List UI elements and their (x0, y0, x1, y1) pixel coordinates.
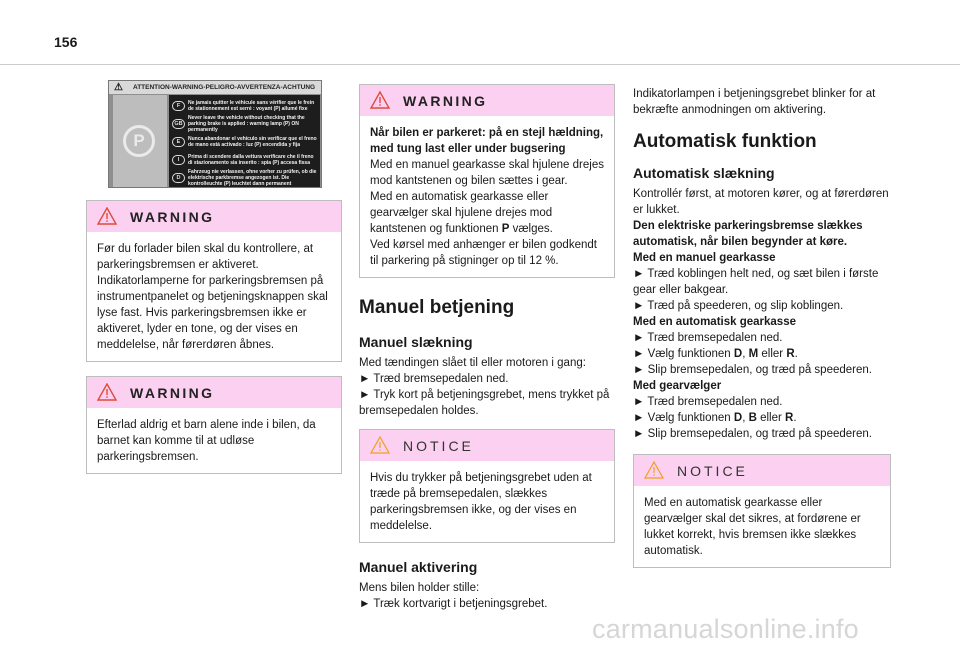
text-run: , (742, 412, 749, 424)
warning-triangle-icon (97, 383, 117, 401)
text-run: ► Vælg funktionen (633, 348, 734, 360)
notice-title: NOTICE (403, 438, 474, 454)
warning-box-header (87, 201, 341, 232)
column-1 (86, 80, 342, 474)
lang-badge: D (172, 173, 185, 183)
warning-box (86, 200, 342, 362)
lang-badge: F (172, 101, 185, 111)
bullet-item: ► Træd bremsepedalen ned. (359, 373, 509, 385)
mode-letter: B (748, 412, 757, 424)
text-run: eller (758, 348, 787, 360)
warning-paragraph: Ved kørsel med anhænger er bilen godkendt til parkering på stigninger op til 12 %. (370, 239, 597, 267)
lang-badge: E (172, 137, 185, 147)
lang-badge: I (172, 155, 185, 165)
paragraph: Kontrollér først, at motoren kører, og at førerdøren er lukket. (633, 188, 889, 216)
bullet-item: ► Træk kortvarigt i betjeningsgrebet. (359, 598, 548, 610)
text-run: vælges. (509, 223, 553, 235)
label-symbol-panel (113, 95, 167, 187)
label-line-text: Nunca abandonar el vehículo sin verificar que el freno de mano está activado : luz (P) encendida y fija (188, 136, 317, 148)
label-line (172, 169, 317, 187)
label-text-panel (169, 95, 320, 187)
label-line-text: Ne jamais quitter le véhicule sans vérifier que le frein de stationnement est serré : voyant (P) allumé fixe (188, 100, 315, 112)
page-number: 156 (54, 34, 78, 50)
label-line-text: Prima di scendere dalla vettura verificare che il freno di stazionamento sia inserito : spia (P) accesa fissa (188, 154, 314, 166)
text-run: . (793, 412, 797, 424)
warning-title: WARNING (130, 385, 215, 401)
paragraph: Med tændingen slået til eller motoren i gang: (359, 357, 586, 369)
subsection-heading: Automatisk slækning (633, 165, 775, 181)
text-run: eller (756, 412, 786, 424)
bullet-item: ► Træd på speederen, og slip koblingen. (633, 300, 844, 312)
label-line (172, 133, 317, 151)
warning-title: WARNING (130, 209, 215, 225)
section-heading: Manuel betjening (359, 297, 515, 318)
lang-badge: GB (172, 119, 185, 129)
bullet-item: ► Træd koblingen helt ned, og sæt bilen i første gear eller bakgear. (633, 268, 879, 296)
notice-triangle-icon (370, 436, 390, 454)
notice-title: NOTICE (677, 463, 748, 479)
list-heading: Med en manuel gearkasse (633, 252, 776, 264)
warning-triangle-icon: ⚠ (114, 82, 123, 93)
label-line (172, 97, 317, 115)
mode-letter: R (786, 348, 795, 360)
warning-box-header (360, 85, 614, 116)
label-header (109, 81, 321, 94)
notice-box (633, 454, 891, 568)
header-divider (0, 64, 960, 65)
warning-box-header (87, 377, 341, 408)
label-line (172, 115, 317, 133)
notice-box (359, 429, 615, 543)
text-run: , (742, 348, 749, 360)
warning-paragraph: Med en manuel gearkasse skal hjulene drejes mod kantstenen og bilen sættes i gear. (370, 159, 604, 187)
warning-box (86, 376, 342, 474)
warning-triangle-icon (370, 91, 390, 109)
paragraph: Indikatorlampen i betjeningsgrebet blinker for at bekræfte anmodningen om aktivering. (633, 88, 876, 116)
text-run: Med en automatisk gearkasse eller gearvælger skal hjulene drejes mod kantstenen og funktionen (370, 191, 553, 235)
label-line-text: Fahrzeug nie verlassen, ohne vorher zu prüfen, ob die elektrische parkbremse angezogen ist. Die kontrolleuchte (P) leuchtet dann permanent (188, 169, 317, 187)
notice-box-header (360, 430, 614, 461)
mode-letter: M (748, 348, 759, 360)
warning-body: Efterlad aldrig et barn alene inde i bilen, da barnet kan komme til at udløse parkeringsbremsen. (97, 419, 316, 463)
notice-triangle-icon (644, 461, 664, 479)
label-line (172, 151, 317, 169)
notice-body: Med en automatisk gearkasse eller gearvælger skal det sikres, at fordørene er lukket korrekt, hvis bremsen ikke slækkes automatisk. (644, 497, 861, 557)
list-heading: Med en automatisk gearkasse (633, 316, 796, 328)
warning-title: WARNING (403, 93, 488, 109)
bullet-item: ► Slip bremsepedalen, og træd på speederen. (633, 364, 872, 376)
list-heading: Med gearvælger (633, 380, 722, 392)
subsection-heading: Manuel slækning (359, 334, 473, 350)
paragraph-bold: Den elektriske parkeringsbremse slækkes automatisk, når bilen begynder at køre. (633, 220, 863, 248)
mode-letter: D (733, 348, 743, 360)
parking-brake-warning-label-image (108, 80, 322, 188)
warning-body (360, 116, 614, 277)
warning-triangle-icon (97, 207, 117, 225)
notice-body: Hvis du trykker på betjeningsgrebet uden at træde på bremsepedalen, slækkes parkeringsbremsen ikke, og der vises en meddelelse. (370, 472, 592, 532)
label-header-text: ATTENTION-WARNING-PELIGRO-AVVERTENZA-ACHTUNG (133, 84, 316, 91)
watermark: carmanualsonline.info (592, 614, 859, 644)
bullet-item (633, 346, 891, 362)
bullet-item: ► Tryk kort på betjeningsgrebet, mens trykket på bremsepedalen holdes. (359, 389, 610, 417)
bullet-item: ► Slip bremsepedalen, og træd på speederen. (633, 428, 872, 440)
mode-letter: D (733, 412, 743, 424)
column-3 (633, 86, 891, 568)
mode-letter: R (785, 412, 794, 424)
warning-paragraph (370, 189, 604, 237)
warning-body: Før du forlader bilen skal du kontrollere, at parkeringsbremsen er aktiveret. Indikatorlamperne for parkeringsbremsen på instrumentpanelet og betjeningsknappen skal lyse fast. Hvis parkeringsbremsen ikke er aktiveret, lyder en tone, og der vises en meddelelse, når førerdøren åbnes. (97, 243, 328, 351)
bullet-item: ► Træd bremsepedalen ned. (633, 332, 783, 344)
text-run: . (794, 348, 798, 360)
bullet-item (633, 410, 891, 426)
label-line-text: Never leave the vehicle without checking that the parking brake is applied : warning lamp (P) ON permanently (188, 115, 305, 133)
section-heading: Automatisk funktion (633, 131, 817, 152)
warning-lead: Når bilen er parkeret: på en stejl hældning, med tung last eller under bugsering (370, 127, 604, 155)
notice-box-header (634, 455, 890, 486)
text-run: ► Vælg funktionen (633, 412, 734, 424)
parking-brake-icon: P (123, 125, 155, 157)
bullet-item: ► Træd bremsepedalen ned. (633, 396, 783, 408)
subsection-heading: Manuel aktivering (359, 559, 478, 575)
mode-letter: P (501, 223, 510, 235)
paragraph: Mens bilen holder stille: (359, 582, 480, 594)
column-2 (359, 84, 615, 612)
warning-box (359, 84, 615, 278)
